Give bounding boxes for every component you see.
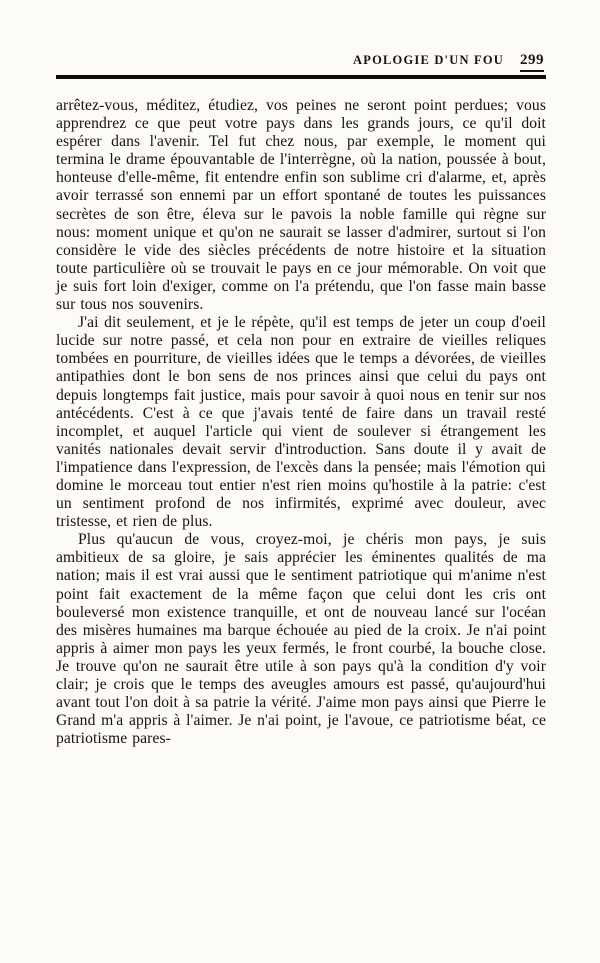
page-number: 299: [520, 52, 544, 72]
page-body: [56, 97, 546, 748]
running-title: APOLOGIE D'UN FOU: [353, 53, 504, 67]
page-header: [56, 52, 546, 72]
header-rule: [56, 75, 546, 79]
paragraph: J'ai dit seulement, et je le répète, qu'il est temps de jeter un coup d'oeil lucide sur notre passé, et cela non pour en extraire de vieilles reliques tombées en pourriture, de vieilles idées que le temps a dévorées, de vieilles antipathies dont le bon sens de nos princes ainsi que celui du pays ont depuis longtemps fait justice, mais pour savoir à quoi nous en tenir sur nos antécédents. C'est à ce que j'avais tenté de faire dans un travail resté incomplet, et auquel l'article qui vient de soulever si étrangement les vanités nationales devait servir d'introduction. Sans doute il y avait de l'impatience dans l'expression, de l'excès dans la pensée; mais l'émotion qui domine le morceau tout entier n'est rien moins qu'hostile à la patrie: c'est un sentiment profond de nos infirmités, exprimé avec douleur, avec tristesse, et rien de plus.: [56, 314, 546, 531]
paragraph: Plus qu'aucun de vous, croyez-moi, je chéris mon pays, je suis ambitieux de sa gloire, je sais apprécier les éminentes qualités de ma nation; mais il est vrai aussi que le sentiment patriotique qui m'anime n'est point fait exactement de la même façon que celui dont les cris ont bouleversé mon existence tranquille, et ont de nouveau lancé sur l'océan des misères humaines ma barque échouée au pied de la croix. Je n'ai point appris à aimer mon pays les yeux fermés, le front courbé, la bouche close. Je trouve qu'on ne saurait être utile à son pays qu'à la condition d'y voir clair; je crois que le temps des aveugles amours est passé, qu'aujourd'hui avant tout l'on doit à sa patrie la vérité. J'aime mon pays ainsi que Pierre le Grand m'a appris à l'aimer. Je n'ai point, je l'avoue, ce patriotisme béat, ce patriotisme pares-: [56, 531, 546, 748]
paragraph: arrêtez-vous, méditez, étudiez, vos peines ne seront point perdues; vous apprendrez ce que peut votre pays dans les grands jours, ce qu'il doit espérer dans l'avenir. Tel fut chez nous, par exemple, le moment qui termina le drame épouvantable de l'interrègne, où la nation, poussée à bout, honteuse d'elle-même, fit entendre enfin son sublime cri d'alarme, et, après avoir terrassé son ennemi par un effort spontané de toutes les puissances secrètes de son être, éleva sur le pavois la noble famille qui règne sur nous: moment unique et qu'on ne saurait se lasser d'admirer, surtout si l'on considère le vide des siècles précédents de notre histoire et la situation toute particulière où se trouvait le pays en ce jour mémorable. On voit que je suis fort loin d'exiger, comme on l'a prétendu, que l'on fasse main basse sur tous nos souvenirs.: [56, 97, 546, 314]
